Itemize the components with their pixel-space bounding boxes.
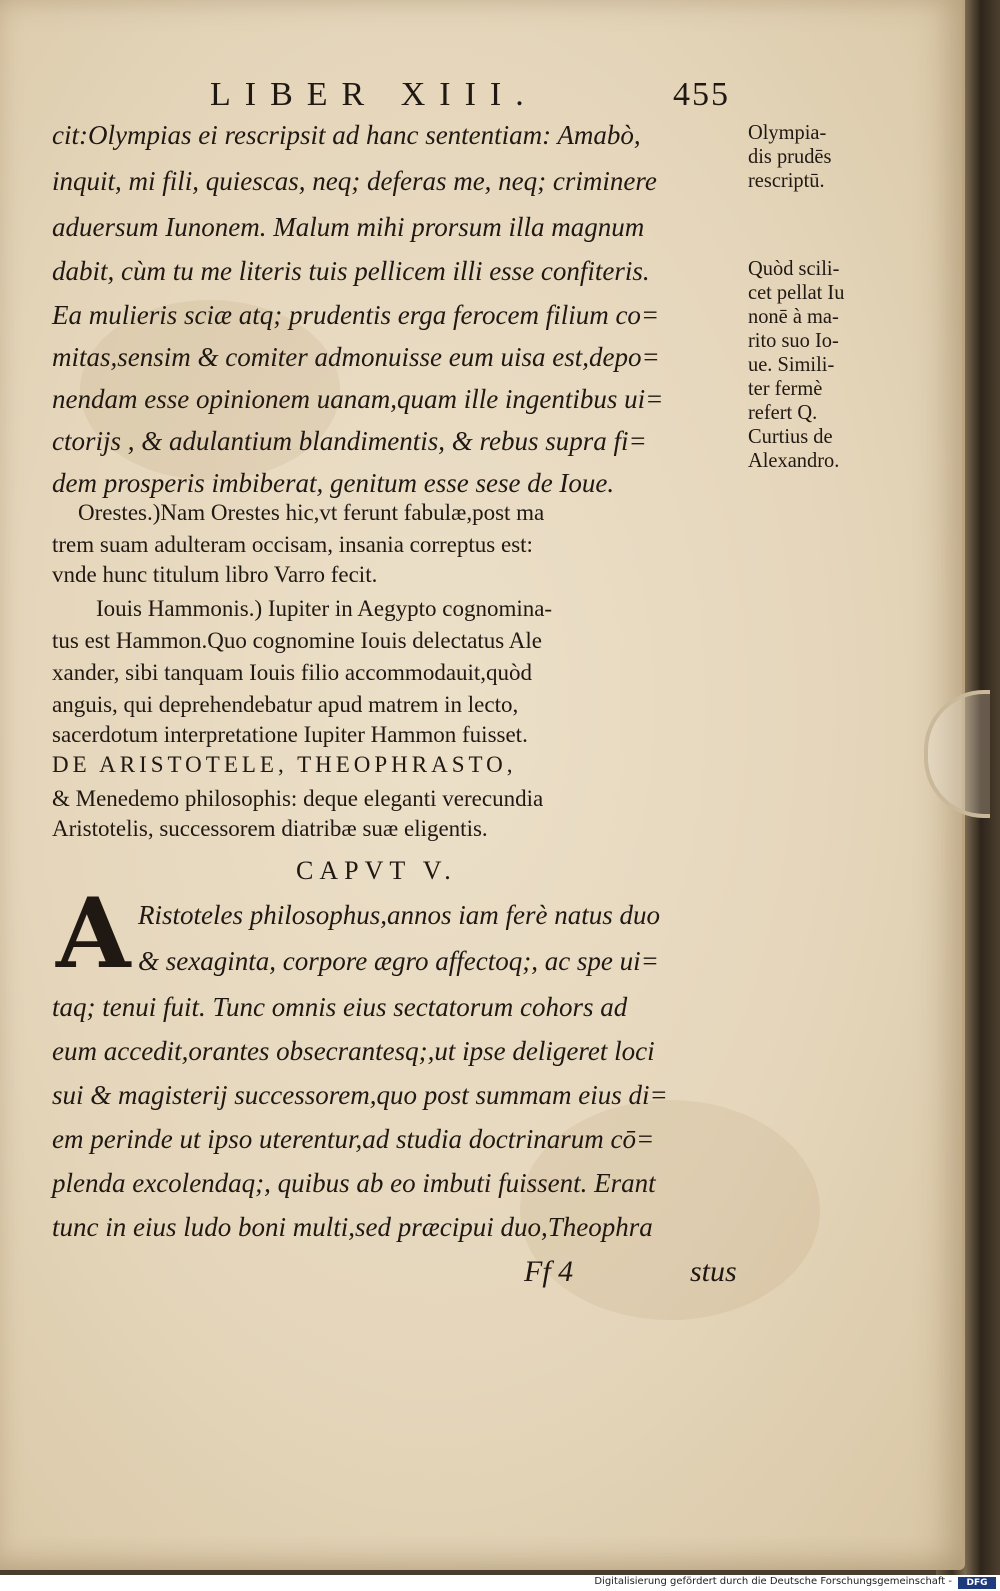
text-line: dem prosperis imbiberat, genitum esse sese de Ioue. [52, 468, 615, 498]
catchword: stus [690, 1255, 737, 1288]
text-line: Ea mulieris sciæ atq; prudentis erga ferocem filium co= [52, 300, 660, 330]
note-line: vnde hunc titulum libro Varro fecit. [52, 562, 378, 587]
text-line: & sexaginta, corpore ægro affectoq;, ac spe ui= [138, 946, 659, 976]
margin-note-line: Quòd scili- [748, 256, 840, 280]
margin-note-line: rescriptū. [748, 168, 825, 192]
dfg-logo: DFG [958, 1577, 996, 1589]
text-line: em perinde ut ipso uterentur,ad studia doctrinarum cō= [52, 1124, 655, 1154]
margin-note-line: refert Q. [748, 400, 818, 424]
text-line: dabit, cùm tu me literis tuis pellicem illi esse confiteris. [52, 256, 650, 286]
margin-note [748, 256, 898, 472]
text-line: nendam esse opinionem uanam,quam ille ingentibus ui= [52, 384, 664, 414]
text-line: plenda excolendaq;, quibus ab eo imbuti fuissent. Erant [52, 1168, 656, 1198]
note-line: sacerdotum interpretatione Iupiter Hammon fuisset. [52, 722, 528, 747]
signature-mark: Ff 4 [524, 1255, 574, 1288]
margin-note-line: Curtius de [748, 424, 833, 448]
text-line: Ristoteles philosophus,annos iam ferè natus duo [138, 900, 660, 930]
chapter-heading-line: & Menedemo philosophis: deque eleganti verecundia [52, 786, 544, 811]
note-line: Iouis Hammonis.) Iupiter in Aegypto cognomina- [96, 596, 553, 621]
note-line: tus est Hammon.Quo cognomine Iouis delectatus Ale [52, 628, 542, 653]
margin-note [748, 120, 898, 192]
margin-note-line: Olympia- [748, 120, 827, 144]
drop-capital: A [56, 877, 131, 990]
margin-note-line: cet pellat Iu [748, 280, 845, 304]
margin-note-line: ue. Simili- [748, 352, 835, 376]
margin-note-line: Alexandro. [748, 448, 840, 472]
note-line: xander, sibi tanquam Iouis filio accommodauit,quòd [52, 660, 533, 685]
chapter-heading-line: DE ARISTOTELE, THEOPHRASTO, [52, 752, 517, 777]
note-line: anguis, qui deprehendebatur apud matrem in lecto, [52, 692, 519, 717]
text-line: mitas,sensim & comiter admonuisse eum uisa est,depo= [52, 342, 660, 372]
chapter-number: CAPVT V. [296, 856, 457, 885]
running-title: LIBER XIII. [210, 76, 538, 113]
chapter-heading-line: Aristotelis, successorem diatribæ suæ eligentis. [52, 816, 488, 841]
page-number: 455 [673, 76, 730, 113]
margin-note-line: rito suo Io- [748, 328, 839, 352]
text-line: inquit, mi fili, quiescas, neq; deferas me, neq; criminere [52, 166, 657, 196]
text-line: cit:Olympias ei rescripsit ad hanc sententiam: Amabò, [52, 120, 641, 150]
margin-note-line: dis prudēs [748, 144, 832, 168]
note-line: trem suam adulteram occisam, insania correptus est: [52, 532, 533, 557]
margin-note-line: ter fermè [748, 376, 823, 400]
text-line: tunc in eius ludo boni multi,sed præcipui duo,Theophra [52, 1212, 653, 1242]
text-line: sui & magisterij successorem,quo post summam eius di= [52, 1080, 668, 1110]
text-line: eum accedit,orantes obsecrantesq;,ut ipse deligeret loci [52, 1036, 655, 1066]
margin-note-line: nonē à ma- [748, 304, 839, 328]
running-head [210, 76, 730, 116]
text-line: ctorijs , & adulantium blandimentis, & rebus supra fi= [52, 426, 647, 456]
note-line: Orestes.)Nam Orestes hic,vt ferunt fabulæ,post ma [78, 500, 545, 525]
text-line: taq; tenui fuit. Tunc omnis eius sectatorum cohors ad [52, 992, 628, 1022]
digitization-footer [0, 1575, 1000, 1591]
text-line: aduersum Iunonem. Malum mihi prorsum illa magnum [52, 212, 645, 242]
footer-credit: Digitalisierung gefördert durch die Deutsche Forschungsgemeinschaft - [594, 1576, 952, 1587]
